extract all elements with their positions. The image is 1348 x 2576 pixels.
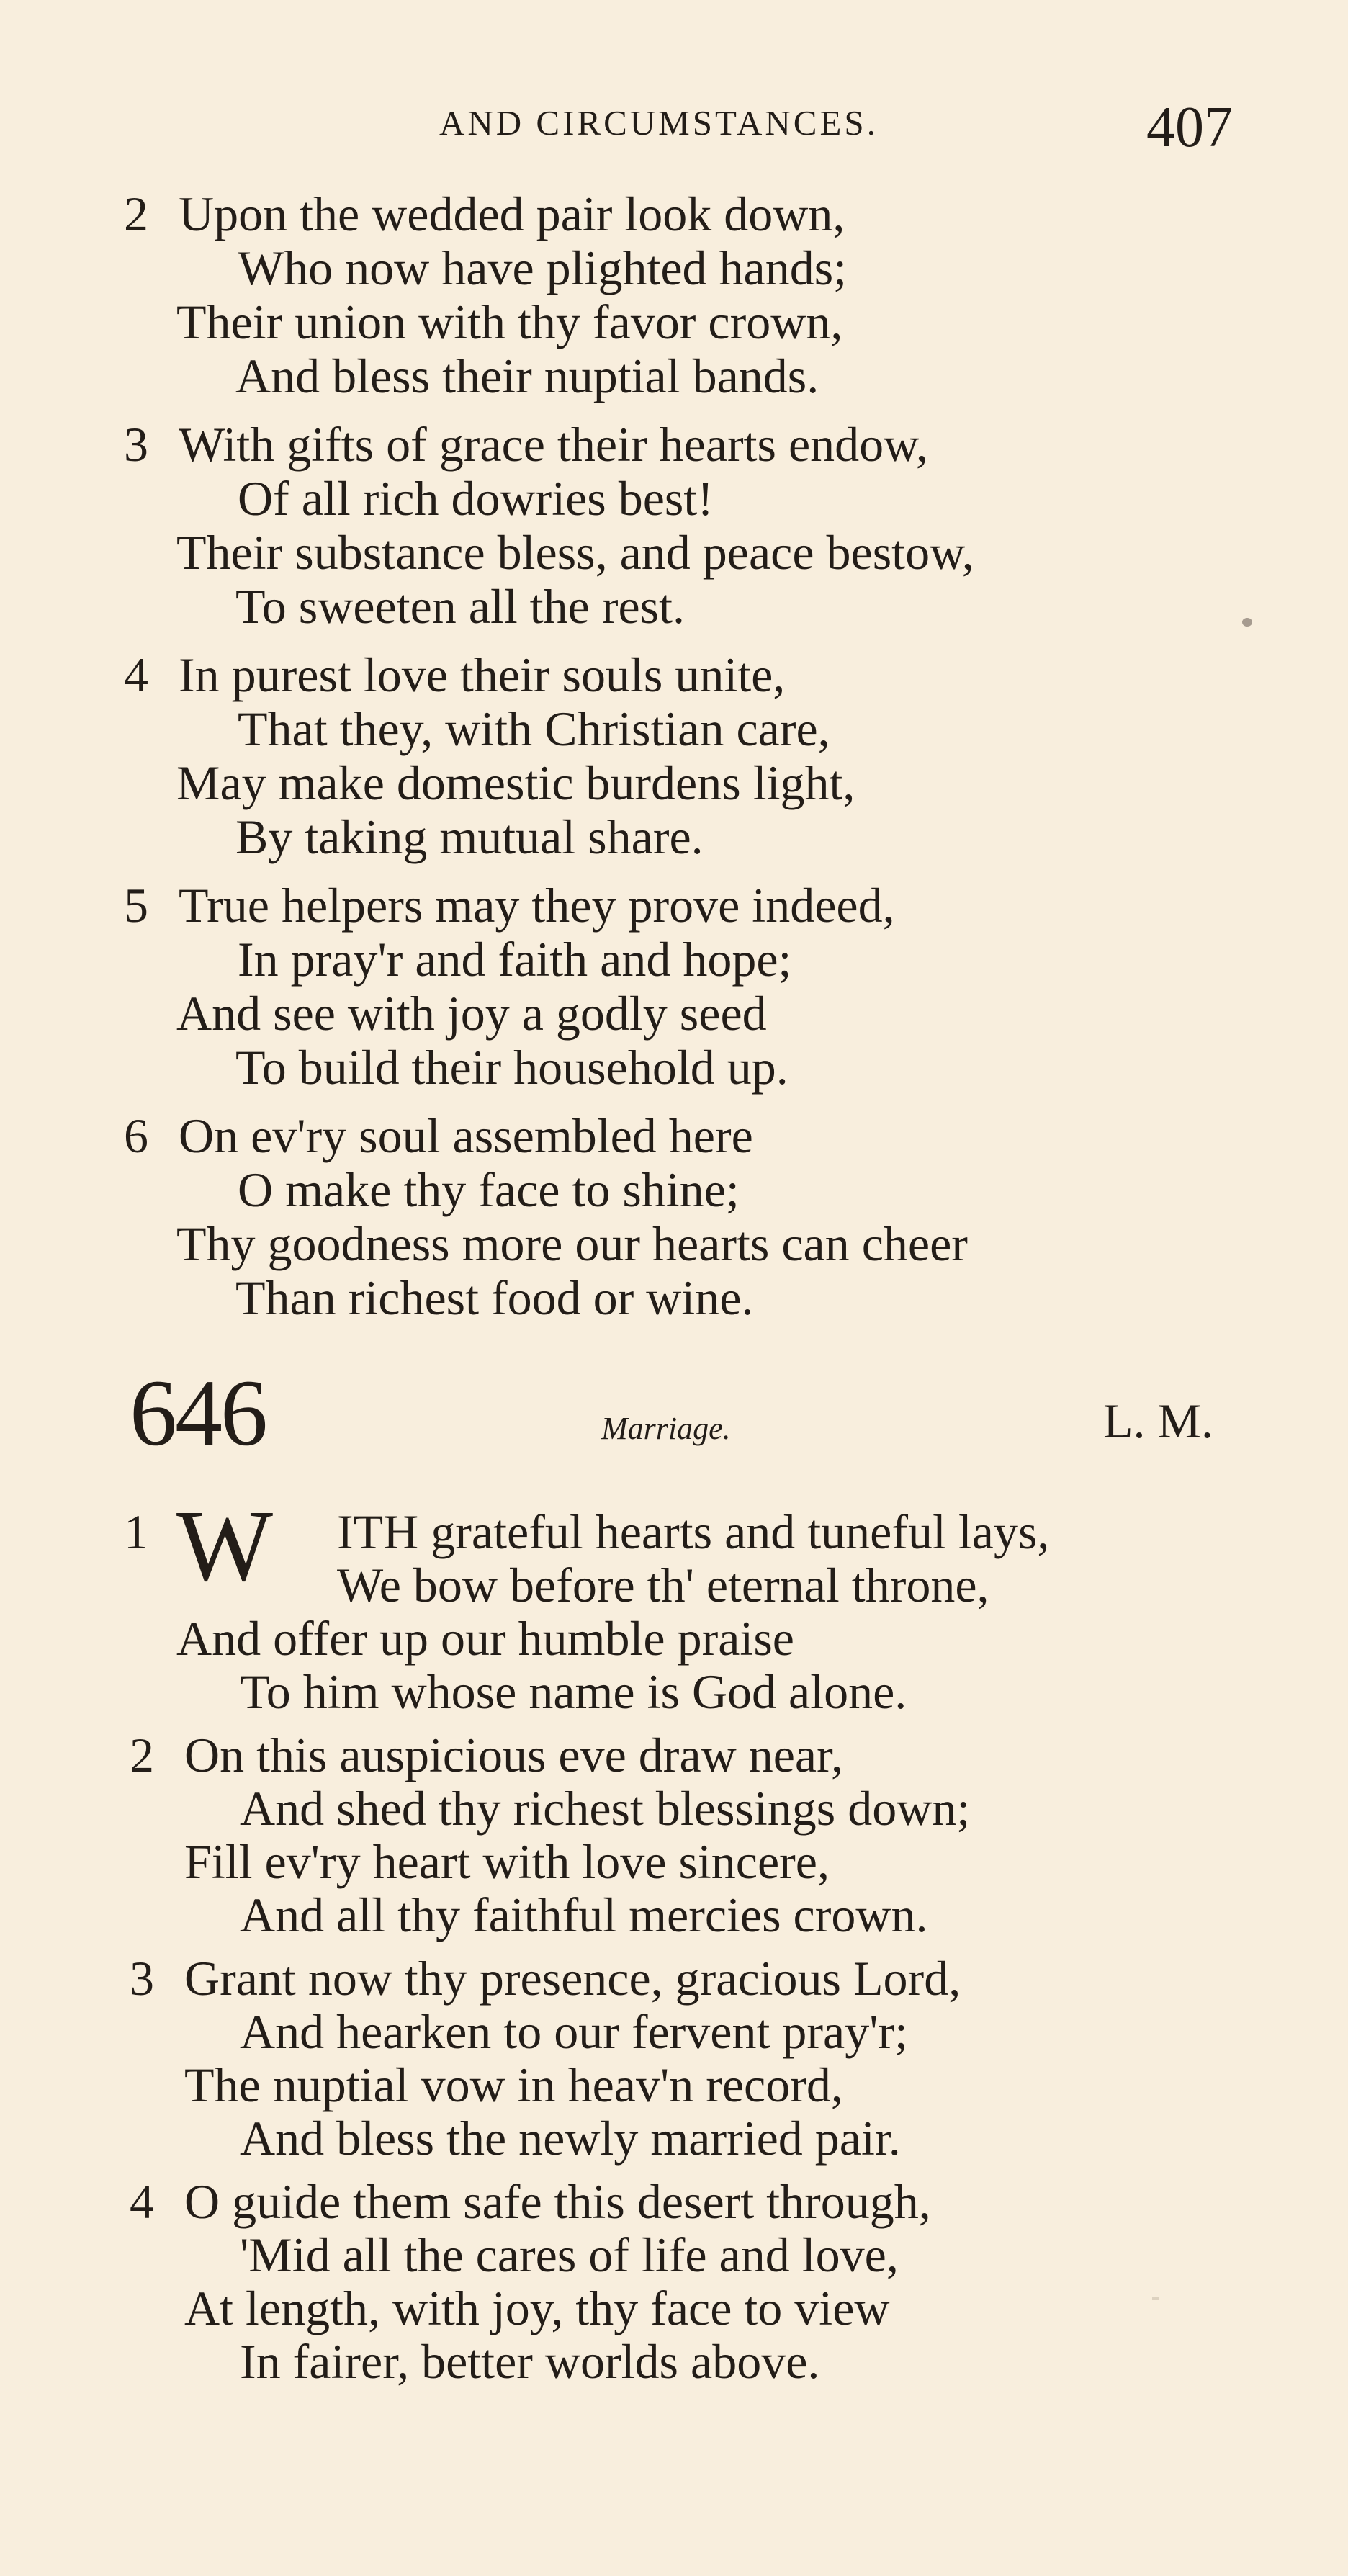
verse-line: May make domestic burdens light, [176,755,855,810]
verse-line: With gifts of grace their hearts endow, [179,417,928,472]
verse-line: On ev'ry soul assembled here [179,1108,753,1163]
verse-line: That they, with Christian care, [238,701,830,756]
hymn-number: 646 [130,1360,266,1466]
verse-line: By taking mutual share. [235,809,704,864]
verse-line: To sweeten all the rest. [235,579,686,634]
running-head: AND CIRCUMSTANCES. [439,103,879,143]
verse-line: In pray'r and faith and hope; [238,932,792,987]
ink-spot [1242,618,1252,627]
verse-line: Thy goodness more our hearts can cheer [176,1216,968,1271]
verse-number: 2 [130,1728,154,1782]
verse-number: 1 [124,1504,148,1559]
verse-line: Grant now thy presence, gracious Lord, [184,1951,961,2006]
verse-line: On this auspicious eve draw near, [184,1728,844,1782]
verse-number: 3 [124,417,148,472]
verse-number: 6 [124,1108,148,1163]
verse-number: 4 [124,647,148,702]
verse-line: ITH grateful hearts and tuneful lays, [337,1504,1050,1559]
verse-line: Upon the wedded pair look down, [179,187,845,241]
verse-number: 4 [130,2174,154,2229]
verse-line: The nuptial vow in heav'n record, [184,2057,843,2112]
verse-line: And hearken to our fervent pray'r; [240,2004,908,2059]
verse-line: Their union with thy favor crown, [176,295,843,349]
verse-line: Fill ev'ry heart with love sincere, [184,1834,830,1889]
verse-line: And see with joy a godly seed [176,986,767,1041]
verse-line: O make thy face to shine; [238,1162,740,1217]
verse-line: At length, with joy, thy face to view [184,2281,890,2335]
verse-line: Of all rich dowries best! [238,471,714,526]
verse-line: And bless the newly married pair. [240,2111,901,2166]
hymn-meter: L. M. [1103,1394,1213,1448]
verse-line: In purest love their souls unite, [179,647,786,702]
verse-line: O guide them safe this desert through, [184,2174,931,2229]
verse-number: 2 [124,187,148,241]
paper-blemish [1152,2297,1159,2300]
verse-line: True helpers may they prove indeed, [179,878,895,933]
drop-cap: W [176,1489,274,1602]
verse-number: 3 [130,1951,154,2006]
verse-line: 'Mid all the cares of life and love, [240,2227,899,2282]
verse-line: And offer up our humble praise [176,1611,794,1666]
verse-line: We bow before th' eternal throne, [337,1558,989,1612]
verse-line: To build their household up. [235,1040,788,1095]
page-number: 407 [1146,96,1233,159]
verse-line: To him whose name is God alone. [240,1664,907,1719]
verse-number: 5 [124,878,148,933]
verse-line: And shed thy richest blessings down; [240,1781,971,1836]
verse-line: And all thy faithful mercies crown. [240,1888,928,1942]
verse-line: In fairer, better worlds above. [240,2334,820,2389]
verse-line: Their substance bless, and peace bestow, [176,525,974,580]
verse-line: Than richest food or wine. [235,1270,754,1325]
hymn-title: Marriage. [601,1411,731,1446]
verse-line: Who now have plighted hands; [238,241,848,295]
verse-line: And bless their nuptial bands. [235,349,819,403]
